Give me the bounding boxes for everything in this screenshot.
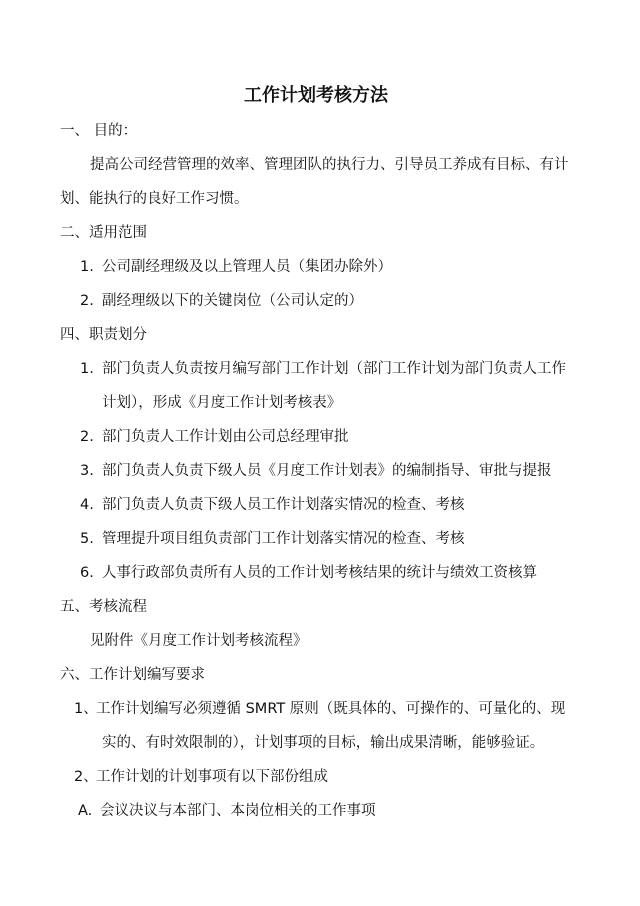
list-item-continuation: 计划），形成《月度工作计划考核表》 — [102, 395, 342, 411]
list-number: 1、 — [74, 701, 98, 717]
list-text: 部门负责人工作计划由公司总经理审批 — [102, 429, 349, 445]
list-item — [80, 461, 552, 481]
list-number: 3. — [80, 463, 94, 479]
list-item — [80, 257, 392, 277]
list-text: 工作计划编写必须遵循 SMRT 原则（既具体的、可操作的、可量化的、现 — [96, 701, 566, 717]
list-item-continuation: 实的、有时效限制的），计划事项的目标，输出成果清晰，能够验证。 — [102, 735, 545, 751]
list-letter: A. — [78, 803, 93, 819]
list-item — [80, 495, 465, 515]
list-text: 人事行政部负责所有人员的工作计划考核结果的统计与绩效工资核算 — [102, 565, 537, 581]
list-number: 4. — [80, 497, 94, 513]
list-item — [80, 529, 465, 549]
list-text: 公司副经理级及以上管理人员（集团办除外） — [102, 259, 392, 275]
list-text: 副经理级以下的关键岗位（公司认定的） — [102, 293, 363, 309]
paragraph-line: 见附件《月度工作计划考核流程》 — [90, 633, 308, 649]
list-number: 2. — [80, 429, 94, 445]
list-number: 5. — [80, 531, 94, 547]
list-text: 会议决议与本部门、本岗位相关的工作事项 — [100, 803, 376, 819]
page-title: 工作计划考核方法 — [244, 85, 388, 106]
list-item — [80, 563, 537, 583]
section-heading: 一、 目的： — [60, 123, 138, 139]
list-item — [80, 291, 363, 311]
paragraph-line: 提高公司经营管理的效率、管理团队的执行力、引导员工养成有目标、有计 — [90, 157, 569, 173]
section-heading: 六、工作计划编写要求 — [60, 667, 205, 683]
list-text: 工作计划的计划事项有以下部份组成 — [96, 769, 328, 785]
paragraph-line: 划、能执行的良好工作习惯。 — [60, 191, 249, 207]
list-item — [74, 699, 565, 719]
list-text: 管理提升项目组负责部门工作计划落实情况的检查、考核 — [102, 531, 465, 547]
list-number: 1. — [80, 361, 94, 377]
section-heading: 二、适用范围 — [60, 225, 147, 241]
list-item — [80, 359, 566, 379]
list-item — [80, 427, 349, 447]
list-number: 1. — [80, 259, 94, 275]
list-number: 6. — [80, 565, 94, 581]
list-text: 部门负责人负责下级人员《月度工作计划表》的编制指导、审批与提报 — [102, 463, 552, 479]
section-heading: 四、职责划分 — [60, 327, 147, 343]
list-number: 2、 — [74, 769, 98, 785]
list-number: 2. — [80, 293, 94, 309]
list-text: 部门负责人负责按月编写部门工作计划（部门工作计划为部门负责人工作 — [102, 361, 566, 377]
sub-list-item — [78, 801, 376, 821]
section-heading: 五、考核流程 — [60, 599, 147, 615]
list-item — [74, 767, 328, 787]
list-text: 部门负责人负责下级人员工作计划落实情况的检查、考核 — [102, 497, 465, 513]
